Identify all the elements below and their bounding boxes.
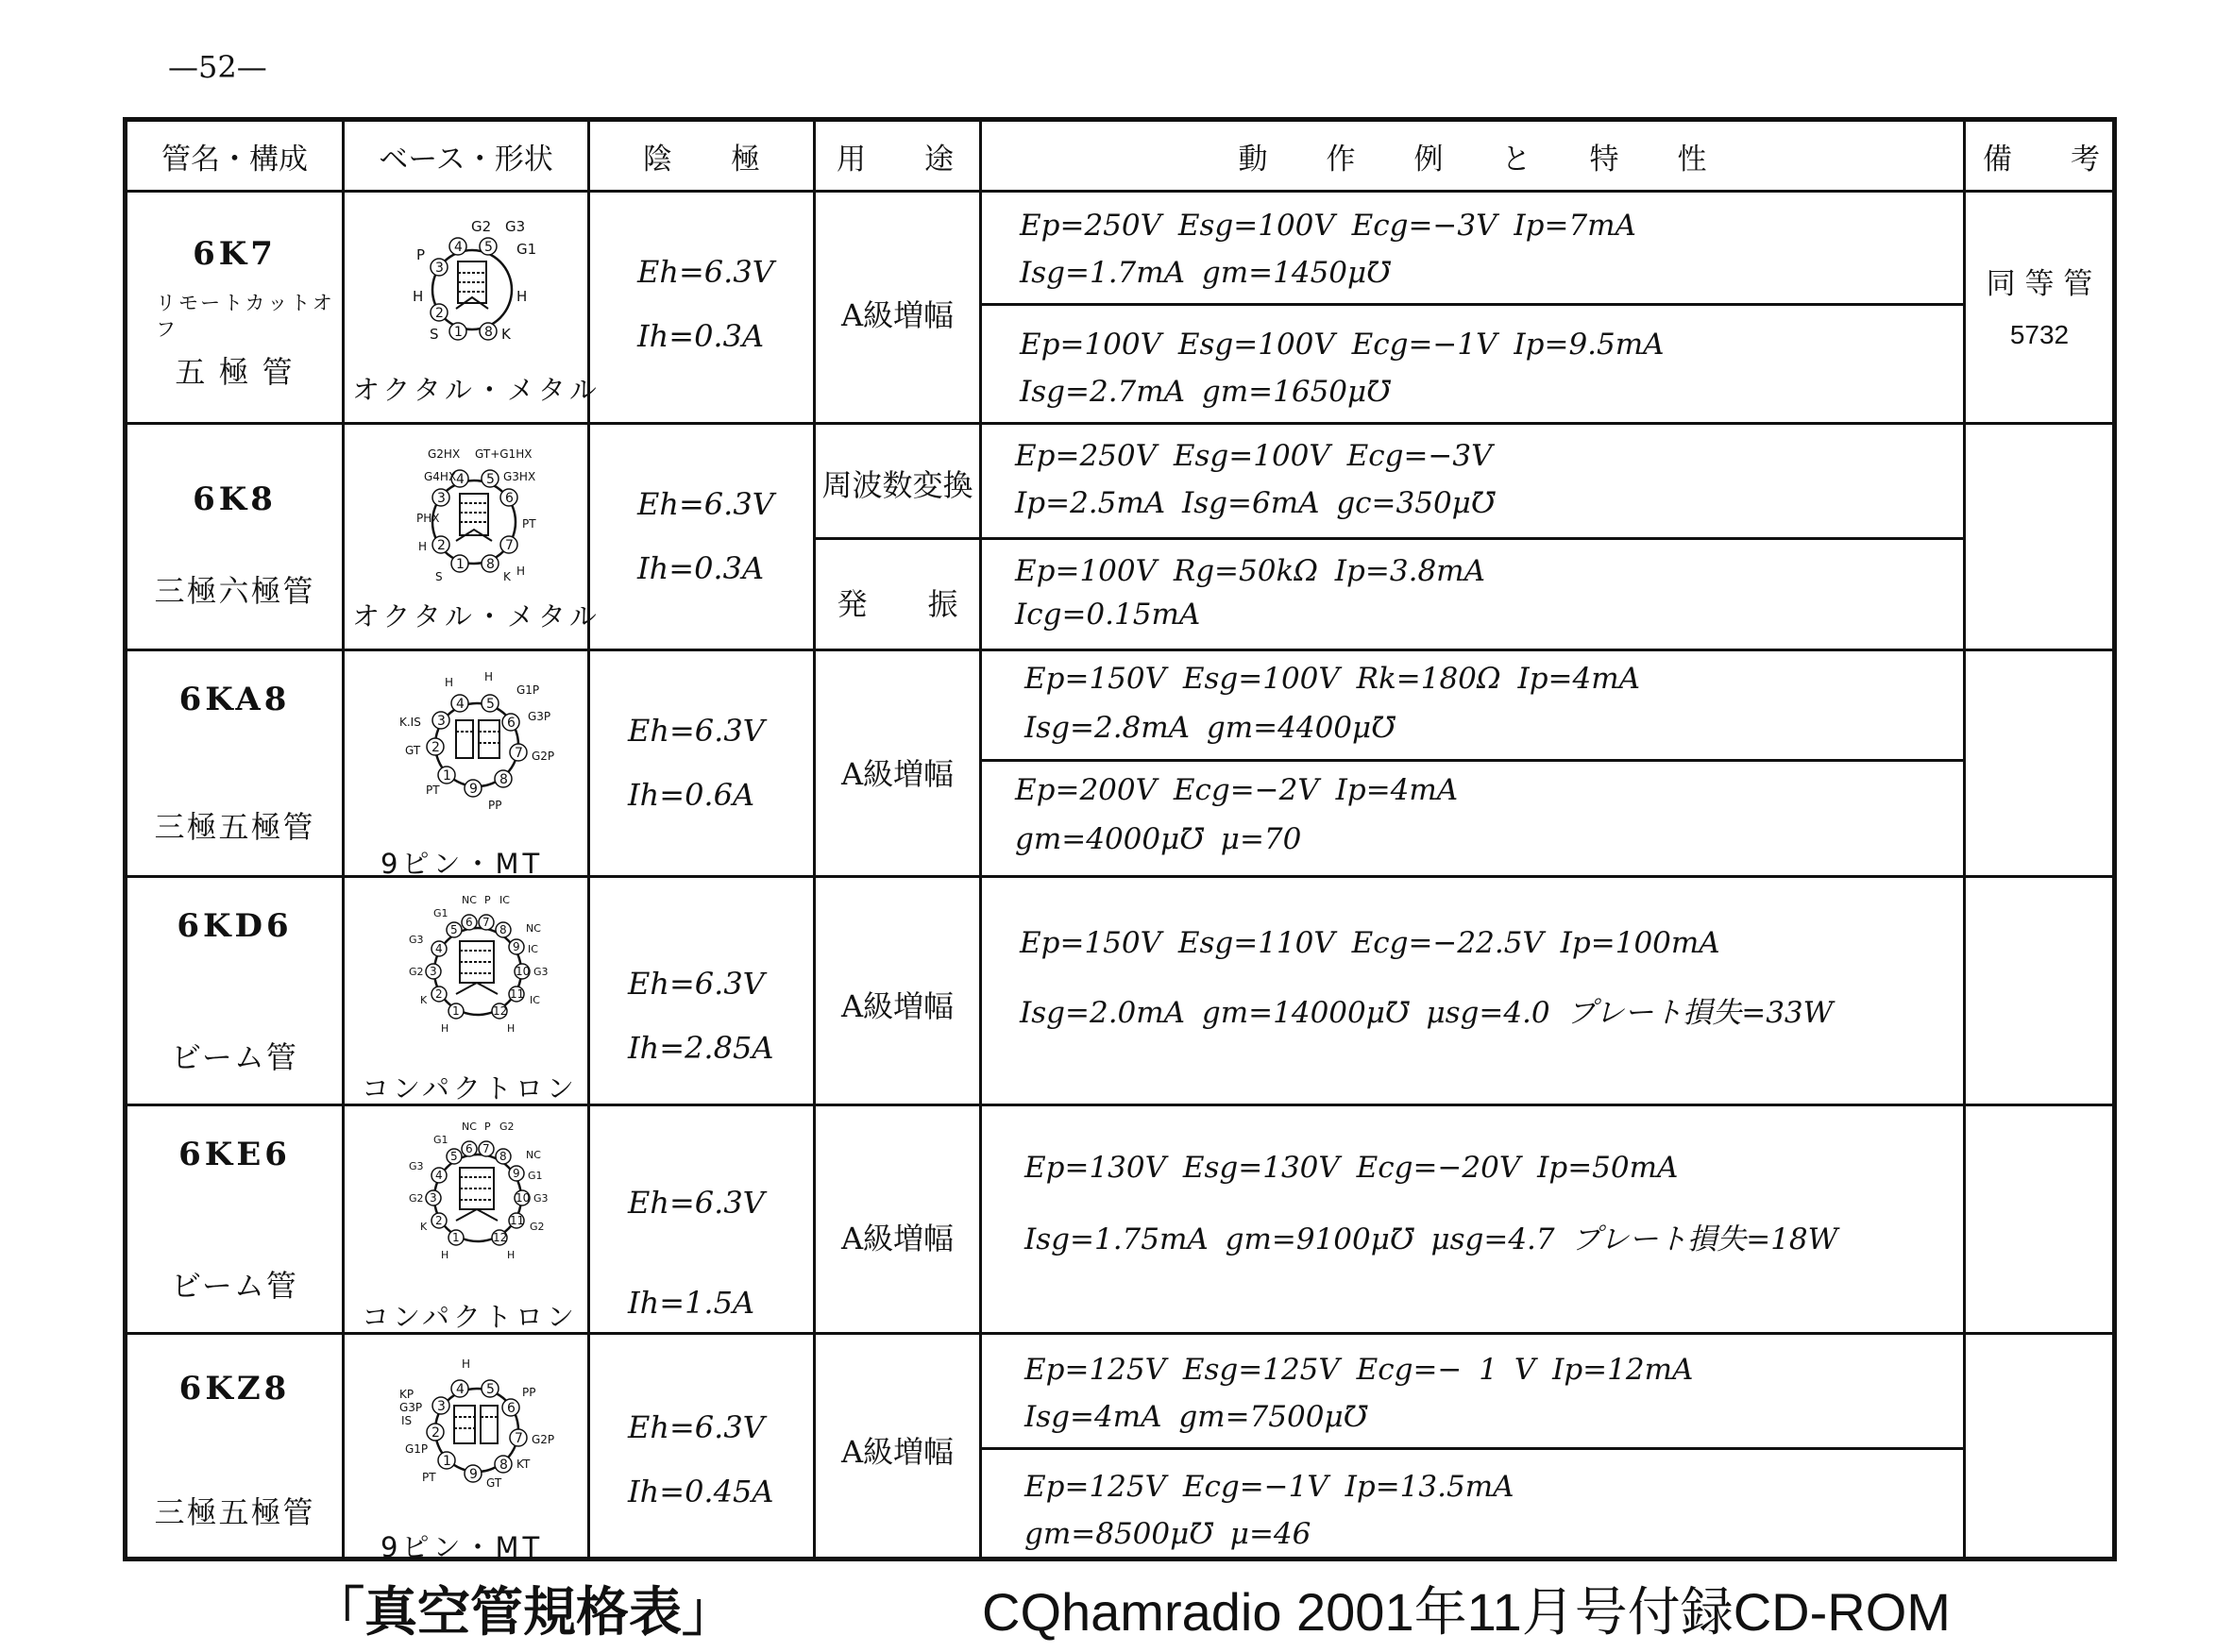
cathode-ih: Ih=0.45A (628, 1474, 774, 1509)
pin-label: H (418, 540, 428, 553)
compactron-base-diagram (388, 888, 567, 1049)
svg-text:1: 1 (452, 1231, 460, 1244)
characteristics-line: gm=4000μ℧ μ=70 (1015, 822, 1302, 856)
usage: 発 振 (837, 586, 958, 622)
characteristics-line: Isg=4mA gm=7500μ℧ (1024, 1400, 1368, 1434)
svg-text:4: 4 (454, 240, 463, 255)
pin-label: NC (526, 1149, 541, 1161)
svg-text:5: 5 (486, 472, 495, 487)
base-shape: コンパクトロン (362, 1301, 578, 1333)
svg-text:8: 8 (499, 772, 508, 787)
tube-spec-table (123, 117, 2117, 1561)
characteristics-line: Isg=2.0mA gm=14000μ℧ μsg=4.0 プレート損失=33W (1020, 996, 1834, 1030)
svg-text:12: 12 (493, 1004, 508, 1018)
pin-label: G2 (409, 1192, 424, 1205)
usage: A級増幅 (840, 297, 955, 333)
svg-text:11: 11 (510, 1214, 525, 1227)
svg-text:1: 1 (443, 768, 451, 784)
pin-label: NC (462, 894, 477, 906)
cathode-eh: Eh=6.3V (628, 713, 765, 749)
svg-text:1: 1 (456, 557, 465, 572)
pin-label: G2 (530, 1221, 545, 1233)
svg-text:1: 1 (454, 325, 463, 340)
pin-label: PHX (416, 512, 440, 525)
tube-kind: 三極五極管 (154, 809, 315, 845)
svg-text:9: 9 (469, 782, 478, 797)
characteristics-line: gm=8500μ℧ μ=46 (1024, 1517, 1311, 1551)
pin-label: K.IS (399, 716, 421, 729)
svg-text:1: 1 (443, 1454, 451, 1469)
svg-text:9: 9 (513, 940, 520, 953)
cathode-ih: Ih=0.6A (628, 777, 755, 813)
svg-text:3: 3 (437, 491, 446, 506)
base-shape: 9ピン・MT (381, 1531, 544, 1563)
svg-text:1: 1 (452, 1004, 460, 1018)
tube-name: 6K7 (193, 235, 277, 273)
cathode-eh: Eh=6.3V (628, 1185, 765, 1221)
compactron-base-diagram (388, 1115, 567, 1275)
pin-label: G3 (533, 966, 549, 978)
pin-label: G2P (532, 1433, 555, 1446)
characteristics-line: Ep=130V Esg=130V Ecg=−20V Ip=50mA (1024, 1151, 1679, 1185)
tube-name: 6KA8 (178, 681, 291, 718)
pin-label: K (501, 326, 511, 343)
cathode-eh: Eh=6.3V (628, 1409, 765, 1445)
svg-text:4: 4 (456, 1382, 465, 1397)
svg-text:7: 7 (515, 1431, 523, 1446)
cathode-eh: Eh=6.3V (637, 486, 774, 522)
tube-kind: 三極五極管 (154, 1494, 315, 1530)
svg-text:8: 8 (499, 1458, 508, 1473)
svg-text:9: 9 (469, 1467, 478, 1482)
svg-text:12: 12 (493, 1231, 508, 1244)
pin-label: GT (486, 1476, 502, 1490)
pin-label: H (484, 670, 494, 683)
pin-label: S (435, 570, 443, 583)
pin-label: PT (422, 1471, 436, 1484)
pin-label: GT (405, 744, 421, 757)
pin-label: G3 (505, 218, 526, 235)
svg-text:11: 11 (510, 987, 525, 1001)
header-remarks: 備 考 (1983, 142, 2100, 177)
svg-text:4: 4 (456, 472, 465, 487)
pin-label: G1 (433, 1134, 448, 1146)
pin-label: H (516, 288, 528, 305)
svg-text:3: 3 (430, 965, 437, 978)
svg-text:4: 4 (456, 697, 465, 712)
tube-name: 6KZ8 (178, 1370, 291, 1408)
remark-equivalent: 同 等 管 (1986, 267, 2093, 301)
svg-text:6: 6 (465, 1142, 473, 1155)
header-characteristics: 動 作 例 と 特 性 (1238, 142, 1707, 177)
base-shape: オクタル・メタル (352, 600, 601, 632)
tube-kind: 三極六極管 (154, 573, 315, 609)
characteristics-line: Isg=1.7mA gm=1450μ℧ (1020, 256, 1391, 290)
svg-text:5: 5 (484, 240, 493, 255)
pin-label: H (507, 1249, 516, 1261)
svg-text:2: 2 (431, 740, 440, 755)
svg-text:8: 8 (499, 923, 507, 936)
pin-label: PT (426, 784, 440, 797)
characteristics-line: Ep=250V Esg=100V Ecg=−3V (1015, 439, 1493, 473)
svg-text:9: 9 (513, 1167, 520, 1180)
svg-text:7: 7 (482, 1142, 490, 1155)
pin-label: PP (522, 1386, 536, 1399)
pin-label: G1P (405, 1442, 429, 1456)
svg-text:7: 7 (505, 538, 514, 553)
tube-kind: 五 極 管 (175, 354, 295, 390)
tube-name: 6KD6 (177, 907, 293, 945)
pin-label: H (413, 288, 424, 305)
pin-label: K (420, 994, 428, 1006)
pin-label: GT+G1HX (475, 447, 533, 461)
svg-text:6: 6 (507, 1401, 516, 1416)
pin-label: P (484, 1121, 491, 1133)
header-cathode: 陰 極 (643, 142, 760, 177)
pin-label: IC (528, 943, 538, 955)
svg-text:5: 5 (486, 1382, 495, 1397)
svg-text:2: 2 (435, 306, 444, 321)
characteristics-line: Ep=100V Esg=100V Ecg=−1V Ip=9.5mA (1020, 328, 1665, 362)
pin-label: G2 (471, 218, 492, 235)
cathode-ih: Ih=1.5A (628, 1285, 755, 1321)
header-usage: 用 途 (837, 142, 954, 177)
usage: A級増幅 (840, 1434, 955, 1470)
pin-label: P (484, 894, 491, 906)
miniature-9pin-diagram (392, 1347, 562, 1508)
pin-label: G2 (409, 966, 424, 978)
pin-label: G3HX (503, 470, 536, 483)
pin-label: G3 (533, 1192, 549, 1205)
pin-label: KT (516, 1458, 531, 1471)
characteristics-line: Isg=1.75mA gm=9100μ℧ μsg=4.7 プレート損失=18W (1024, 1222, 1838, 1256)
tube-subtype: リモートカットオフ (156, 292, 335, 341)
svg-text:8: 8 (486, 557, 495, 572)
base-shape: 9ピン・MT (381, 848, 544, 880)
pin-label: H (516, 565, 526, 578)
characteristics-line: Ep=250V Esg=100V Ecg=−3V Ip=7mA (1020, 209, 1636, 243)
cathode-eh: Eh=6.3V (628, 966, 765, 1002)
pin-label: H (441, 1022, 449, 1035)
svg-text:5: 5 (486, 697, 495, 712)
pin-label: G1P (516, 683, 540, 697)
svg-text:5: 5 (450, 923, 458, 936)
pin-label: G3P (528, 710, 551, 723)
pin-label: NC (526, 922, 541, 935)
tube-kind: ビーム管 (171, 1039, 298, 1075)
base-shape: オクタル・メタル (352, 374, 601, 406)
svg-text:10: 10 (516, 965, 531, 978)
pin-label: G4HX (424, 470, 457, 483)
pin-label: G3 (409, 1160, 424, 1172)
footer-title: 「真空管規格表」 (312, 1582, 735, 1644)
characteristics-line: Ep=100V Rg=50kΩ Ip=3.8mA (1015, 554, 1485, 588)
characteristics-line: Ip=2.5mA Isg=6mA gc=350μ℧ (1015, 486, 1496, 520)
svg-text:4: 4 (435, 1169, 443, 1182)
pin-label: G3P (399, 1401, 423, 1414)
usage: A級増幅 (840, 1221, 955, 1256)
cathode-ih: Ih=0.3A (637, 550, 765, 586)
header-base: ベース・形状 (379, 142, 553, 177)
svg-text:2: 2 (435, 987, 443, 1001)
cathode-ih: Ih=2.85A (628, 1030, 774, 1066)
pin-label: G2P (532, 750, 555, 763)
tube-name: 6K8 (193, 480, 277, 518)
pin-label: S (430, 326, 439, 343)
svg-text:6: 6 (465, 916, 473, 929)
svg-text:8: 8 (484, 325, 493, 340)
characteristics-line: Isg=2.8mA gm=4400μ℧ (1024, 711, 1396, 745)
svg-text:7: 7 (515, 746, 523, 761)
cathode-eh: Eh=6.3V (637, 254, 774, 290)
pin-label: G3 (409, 934, 424, 946)
pin-label: IS (401, 1414, 413, 1427)
pin-label: H (462, 1357, 471, 1371)
pin-label: G2HX (428, 447, 461, 461)
tube-kind: ビーム管 (171, 1268, 298, 1304)
pin-label: K (420, 1221, 428, 1233)
tube-name: 6KE6 (178, 1136, 291, 1173)
svg-text:5: 5 (450, 1150, 458, 1163)
pin-label: H (445, 676, 454, 689)
header-name: 管名・構成 (161, 142, 308, 177)
pin-label: KP (399, 1388, 414, 1401)
svg-text:4: 4 (435, 942, 443, 955)
svg-text:3: 3 (430, 1191, 437, 1205)
pin-label: G1 (528, 1170, 543, 1182)
pin-label: IC (499, 894, 510, 906)
characteristics-line: Ep=200V Ecg=−2V Ip=4mA (1015, 773, 1459, 807)
svg-text:8: 8 (499, 1150, 507, 1163)
octal-base-diagram (394, 439, 554, 599)
usage: 周波数変換 (821, 467, 973, 503)
pin-label: G2 (499, 1121, 515, 1133)
octal-base-diagram (401, 214, 543, 365)
svg-text:10: 10 (516, 1191, 531, 1205)
footer-source: CQhamradio 2001年11月号付録CD-ROM (982, 1582, 1951, 1642)
pin-label: G1 (433, 907, 448, 919)
characteristics-line: Ep=125V Esg=125V Ecg=− 1 V Ip=12mA (1024, 1353, 1694, 1387)
svg-text:6: 6 (505, 491, 514, 506)
cathode-ih: Ih=0.3A (637, 318, 765, 354)
svg-text:3: 3 (435, 261, 444, 276)
pin-label: PT (522, 517, 536, 531)
svg-text:3: 3 (437, 1399, 446, 1414)
svg-text:3: 3 (437, 714, 446, 729)
pin-label: H (441, 1249, 449, 1261)
characteristics-line: Ep=150V Esg=110V Ecg=−22.5V Ip=100mA (1020, 926, 1720, 960)
usage: A級増幅 (840, 756, 955, 792)
svg-text:2: 2 (435, 1214, 443, 1227)
svg-text:2: 2 (431, 1425, 440, 1441)
base-shape: コンパクトロン (362, 1072, 578, 1104)
miniature-9pin-diagram (392, 662, 562, 822)
svg-text:7: 7 (482, 916, 490, 929)
pin-label: PP (488, 799, 502, 812)
pin-label: NC (462, 1121, 477, 1133)
pin-label: IC (530, 994, 540, 1006)
characteristics-line: Ep=150V Esg=100V Rk=180Ω Ip=4mA (1024, 662, 1641, 696)
page-number: —52— (168, 49, 267, 85)
svg-text:6: 6 (507, 716, 516, 731)
pin-label: K (503, 570, 511, 583)
pin-label: G1 (516, 241, 537, 258)
characteristics-line: Isg=2.7mA gm=1650μ℧ (1020, 375, 1391, 409)
pin-label: P (416, 246, 426, 263)
usage: A級増幅 (840, 988, 955, 1024)
characteristics-line: Icg=0.15mA (1015, 598, 1201, 632)
characteristics-line: Ep=125V Ecg=−1V Ip=13.5mA (1024, 1470, 1514, 1504)
svg-text:2: 2 (437, 538, 446, 553)
pin-label: H (507, 1022, 516, 1035)
remark-equivalent-number: 5732 (2009, 320, 2070, 349)
